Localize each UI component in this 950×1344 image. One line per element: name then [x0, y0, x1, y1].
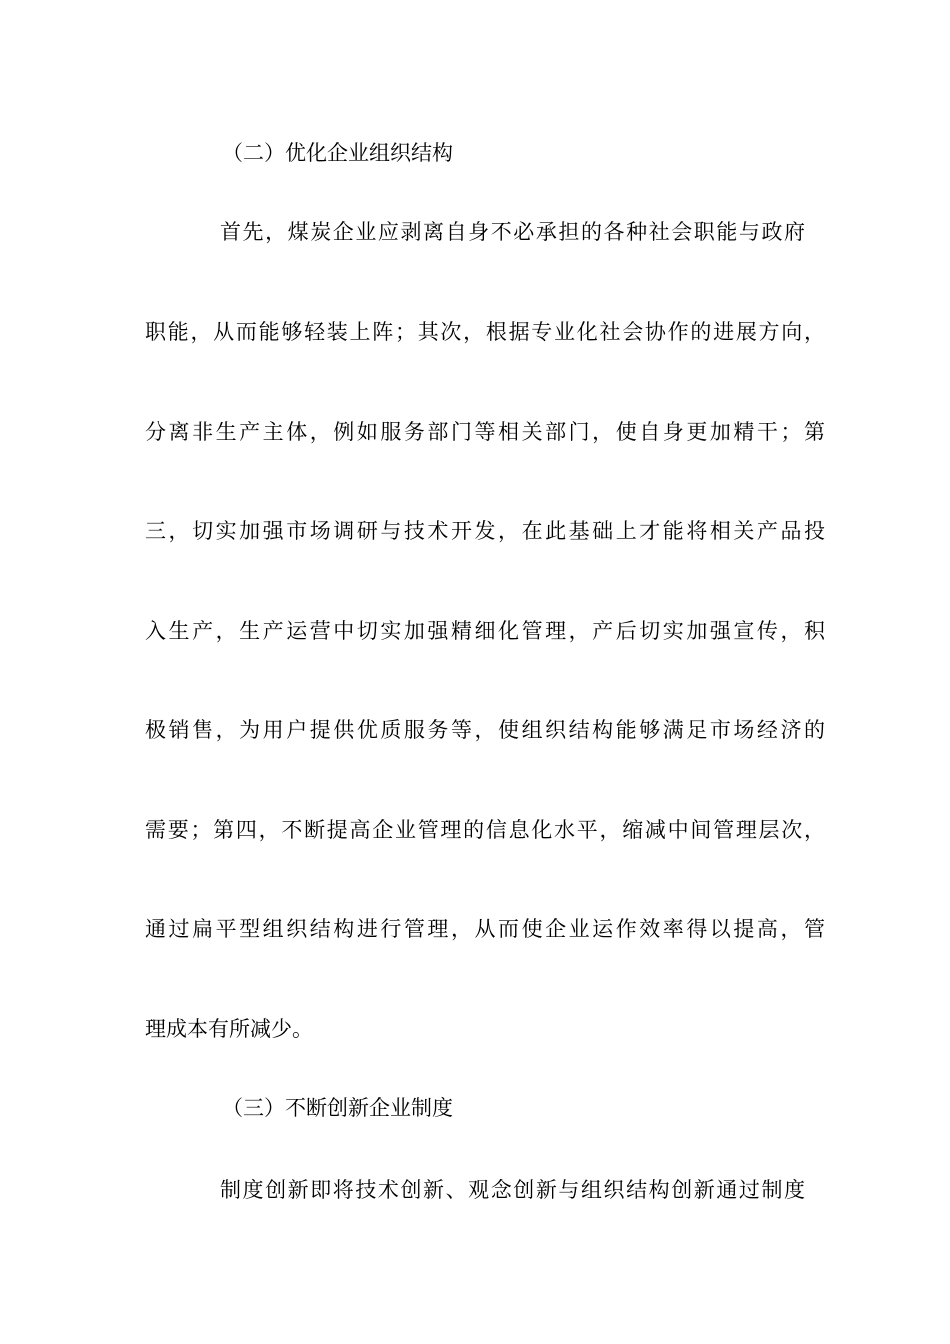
paragraph-line: 分离非生产主体，例如服务部门等相关部门，使自身更加精干；第: [145, 420, 825, 444]
paragraph-line: 制度创新即将技术创新、观念创新与组织结构创新通过制度: [220, 1178, 805, 1202]
paragraph-line: 首先，煤炭企业应剥离自身不必承担的各种社会职能与政府: [220, 220, 805, 244]
paragraph-line: 入生产，生产运营中切实加强精细化管理，产后切实加强宣传，积: [145, 619, 825, 643]
paragraph-line: 理成本有所减少。: [145, 1017, 313, 1041]
paragraph-line: 极销售，为用户提供优质服务等，使组织结构能够满足市场经济的: [145, 718, 825, 742]
paragraph-line: 需要；第四，不断提高企业管理的信息化水平，缩减中间管理层次，: [145, 818, 825, 842]
paragraph-line: 通过扁平型组织结构进行管理，从而使企业运作效率得以提高，管: [145, 917, 825, 941]
section-heading: （三）不断创新企业制度: [222, 1096, 453, 1120]
section-heading: （二）优化企业组织结构: [222, 141, 453, 165]
paragraph-line: 三，切实加强市场调研与技术开发，在此基础上才能将相关产品投: [145, 519, 825, 543]
paragraph-line: 职能，从而能够轻装上阵；其次，根据专业化社会协作的进展方向，: [145, 320, 825, 344]
